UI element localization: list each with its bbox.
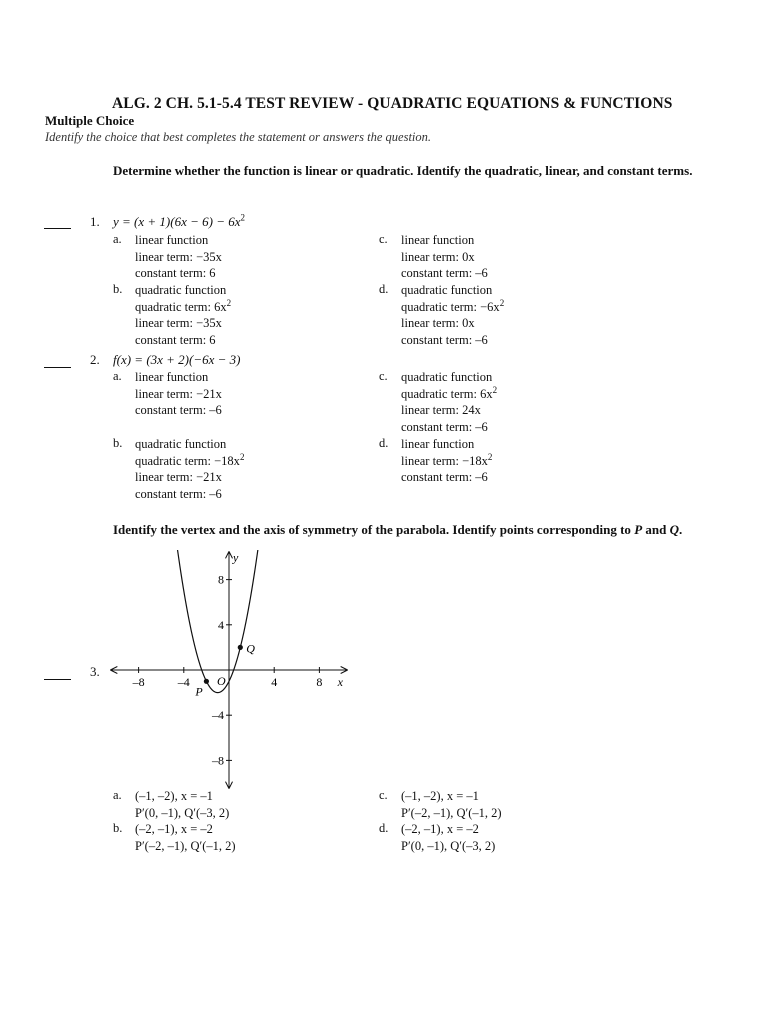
option-3d[interactable] — [401, 821, 495, 854]
stem-expression: y = (x + 1)(6x − 6) − 6x — [113, 214, 241, 229]
point-p-dot — [204, 679, 209, 684]
section-heading: Multiple Choice — [45, 113, 135, 128]
option-letter-2a: a. — [113, 369, 122, 383]
option-type: linear function — [401, 437, 475, 451]
x-axis-label: x — [337, 675, 343, 689]
option-letter-1a: a. — [113, 232, 122, 246]
option-quad-line — [401, 299, 504, 316]
question-stem-2 — [113, 352, 241, 368]
option-line: linear term: −35x — [135, 249, 222, 264]
option-quad-line — [401, 386, 497, 403]
parabola-graph — [105, 550, 355, 795]
option-2a[interactable] — [135, 369, 222, 419]
origin-label: O — [217, 674, 226, 688]
y-tick-label: 4 — [218, 617, 224, 632]
answer-blank-1[interactable] — [44, 216, 71, 229]
option-line: (–1, –2), x = –1 — [135, 789, 213, 803]
option-line: linear term: 24x — [401, 403, 481, 417]
option-2b[interactable] — [135, 436, 244, 502]
option-letter-2b: b. — [113, 436, 123, 450]
directive-linear-quadratic: Determine whether the function is linear or quadratic. Identify the quadratic, linear, and constant terms. — [113, 163, 693, 178]
quad-exponent: 2 — [492, 384, 498, 395]
option-line: (–1, –2), x = –1 — [401, 789, 479, 803]
y-tick-label: –8 — [212, 753, 224, 768]
question-number-2: 2. — [90, 352, 100, 367]
option-type: quadratic function — [135, 283, 227, 297]
option-type: linear function — [135, 370, 209, 384]
option-letter-3b: b. — [113, 821, 123, 835]
quad-term: quadratic term: −18x — [135, 453, 240, 468]
directive-end: . — [679, 522, 683, 537]
option-line: constant term: –6 — [135, 486, 222, 501]
option-line: linear term: 0x — [401, 249, 475, 264]
x-tick-label: –4 — [177, 675, 190, 689]
option-type: linear function — [135, 233, 209, 247]
question-stem-1 — [113, 214, 245, 230]
option-letter-2c: c. — [379, 369, 388, 383]
option-letter-1c: c. — [379, 232, 388, 246]
answer-blank-2[interactable] — [44, 355, 71, 368]
page-title: ALG. 2 CH. 5.1-5.4 TEST REVIEW - QUADRATIC EQUATIONS & FUNCTIONS — [112, 95, 673, 112]
option-type: linear function — [401, 233, 475, 247]
option-letter-3d: d. — [379, 821, 389, 835]
option-line: linear term: −21x — [135, 386, 222, 401]
option-line: constant term: 6 — [135, 332, 216, 347]
option-line: P′(–2, –1), Q′(–1, 2) — [135, 838, 236, 853]
option-line: constant term: –6 — [401, 419, 488, 434]
quad-term: quadratic term: −6x — [401, 299, 500, 314]
option-quad-line — [401, 453, 492, 470]
quad-exponent: 2 — [499, 297, 505, 308]
quad-exponent: 2 — [226, 297, 232, 308]
stem-expression: f(x) = (3x + 2)(−6x − 3) — [113, 352, 241, 367]
option-3b[interactable] — [135, 821, 236, 854]
option-quad-line — [135, 453, 244, 470]
option-letter-3c: c. — [379, 788, 388, 802]
option-line: (–2, –1), x = –2 — [401, 822, 479, 836]
quad-exponent: 2 — [239, 451, 245, 462]
option-2c[interactable] — [401, 369, 497, 435]
y-tick-label: –4 — [212, 708, 224, 723]
option-type: quadratic function — [401, 283, 493, 297]
option-line: P′(–2, –1), Q′(–1, 2) — [401, 805, 502, 820]
point-q-dot — [238, 645, 243, 650]
option-letter-3a: a. — [113, 788, 122, 802]
directive-text: Identify the vertex and the axis of symmetry of the parabola. Identify points corresponding to — [113, 522, 635, 537]
option-line: P′(0, –1), Q′(–3, 2) — [135, 805, 230, 820]
option-letter-1b: b. — [113, 282, 123, 296]
quad-exponent: 2 — [487, 451, 493, 462]
answer-blank-3[interactable] — [44, 667, 71, 680]
option-line: constant term: –6 — [135, 403, 222, 417]
point-p-ref: P — [634, 522, 643, 537]
option-1b[interactable] — [135, 282, 231, 348]
option-line: linear term: −21x — [135, 470, 222, 484]
x-tick-label: 4 — [271, 675, 278, 689]
x-tick-label: 8 — [316, 675, 323, 689]
option-3a[interactable] — [135, 788, 229, 821]
x-tick-label: –8 — [132, 675, 145, 689]
option-1a[interactable] — [135, 232, 222, 282]
option-1c[interactable] — [401, 232, 488, 282]
option-line: P′(0, –1), Q′(–3, 2) — [401, 838, 496, 853]
option-line: constant term: –6 — [401, 266, 488, 280]
option-letter-1d: d. — [379, 282, 389, 296]
option-letter-2d: d. — [379, 436, 389, 450]
option-1d[interactable] — [401, 282, 504, 348]
point-q-ref: Q — [669, 522, 679, 537]
option-line: linear term: −35x — [135, 316, 222, 330]
option-quad-line — [135, 299, 231, 316]
point-p-label: P — [195, 684, 203, 699]
option-line: constant term: –6 — [401, 470, 488, 484]
graph-axes — [110, 550, 347, 788]
option-line: (–2, –1), x = –2 — [135, 822, 213, 836]
option-line: linear term: 0x — [401, 316, 475, 330]
option-type: quadratic function — [401, 370, 493, 384]
option-2d[interactable] — [401, 436, 492, 486]
directive-vertex-axis — [113, 522, 713, 538]
quad-term: quadratic term: 6x — [401, 386, 493, 401]
directive-and: and — [642, 522, 670, 537]
quad-term: quadratic term: 6x — [135, 299, 227, 314]
question-number-1: 1. — [90, 214, 100, 229]
question-number-3: 3. — [90, 664, 100, 679]
instructions: Identify the choice that best completes the statement or answers the question. — [45, 130, 432, 144]
option-type: quadratic function — [135, 437, 227, 451]
y-axis-label: y — [233, 550, 239, 565]
quad-term: linear term: −18x — [401, 453, 488, 468]
y-tick-label: 8 — [218, 572, 224, 587]
point-q-label: Q — [246, 641, 255, 656]
option-line: constant term: 6 — [135, 266, 216, 280]
stem-exponent: 2 — [240, 212, 245, 223]
option-line: constant term: –6 — [401, 332, 488, 347]
option-3c[interactable] — [401, 788, 502, 821]
